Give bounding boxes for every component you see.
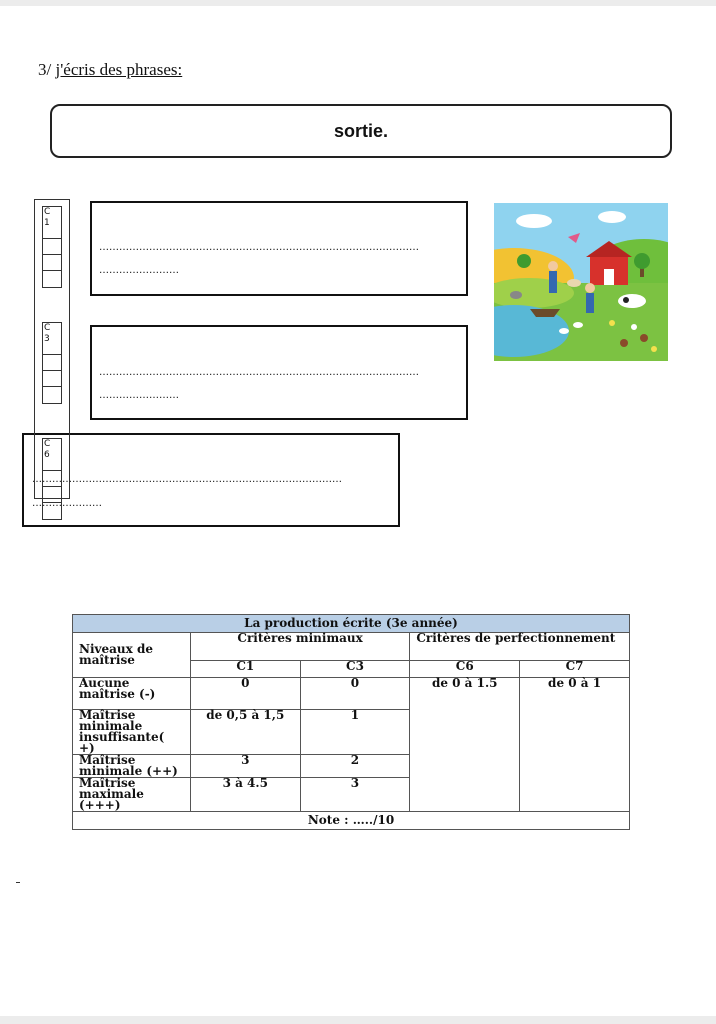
criteria-letter: C bbox=[44, 439, 51, 449]
exercise-heading bbox=[38, 60, 182, 80]
criteria-cell[interactable] bbox=[43, 355, 61, 371]
level-cell: Maîtrise maximale (+++) bbox=[73, 778, 191, 812]
grading-table bbox=[72, 614, 630, 830]
criteria-cell[interactable] bbox=[43, 503, 61, 519]
subheader-c7: C7 bbox=[520, 661, 630, 678]
farm-scene-illustration bbox=[494, 203, 668, 361]
c7-value: de 0 à 1 bbox=[520, 678, 630, 812]
note-total: Note : …../10 bbox=[73, 812, 630, 830]
c3-value: 0 bbox=[300, 678, 410, 710]
criteria-number: 6 bbox=[44, 450, 50, 460]
exercise-instruction: j'écris des phrases: bbox=[55, 60, 183, 79]
criteria-number: 3 bbox=[44, 334, 50, 344]
c1-value: de 0,5 à 1,5 bbox=[190, 710, 300, 755]
header-criteres-minimaux: Critères minimaux bbox=[190, 633, 409, 661]
c3-value: 3 bbox=[300, 778, 410, 812]
table-title: La production écrite (3e année) bbox=[73, 615, 630, 633]
subheader-c6: C6 bbox=[410, 661, 520, 678]
answer-line-long-2: …………………………………………………………………………………… bbox=[99, 368, 419, 378]
level-cell: Aucune maîtrise (-) bbox=[73, 678, 191, 710]
exercise-number: 3/ bbox=[38, 60, 56, 79]
c1-value: 3 bbox=[190, 755, 300, 778]
word-box bbox=[50, 104, 672, 158]
bottom-margin-strip bbox=[0, 1016, 716, 1024]
table-row bbox=[73, 678, 630, 710]
criteria-grid-c6 bbox=[42, 438, 62, 520]
criteria-grid-c3 bbox=[42, 322, 62, 404]
subheader-c1: C1 bbox=[190, 661, 300, 678]
header-niveaux: Niveaux de maîtrise bbox=[73, 633, 191, 678]
criteria-cell[interactable] bbox=[43, 387, 61, 403]
word-box-text: sortie. bbox=[333, 120, 389, 141]
answer-line-short-1: …………………… bbox=[99, 266, 179, 276]
level-cell: Maîtrise minimale (++) bbox=[73, 755, 191, 778]
c1-value: 0 bbox=[190, 678, 300, 710]
criteria-cell[interactable] bbox=[43, 239, 61, 255]
top-margin-strip bbox=[0, 0, 716, 6]
criteria-cell[interactable] bbox=[43, 255, 61, 271]
criteria-number: 1 bbox=[44, 218, 50, 228]
criteria-cell[interactable] bbox=[43, 371, 61, 387]
farm-scene-svg bbox=[494, 203, 668, 361]
answer-line-long-3: ………………………………………………………………………………… bbox=[32, 475, 342, 485]
criteria-cell[interactable] bbox=[43, 487, 61, 503]
criteria-cell[interactable] bbox=[43, 471, 61, 487]
c1-value: 3 à 4.5 bbox=[190, 778, 300, 812]
answer-line-short-2: …………………… bbox=[99, 391, 179, 401]
stray-mark bbox=[16, 882, 20, 883]
c3-value: 1 bbox=[300, 710, 410, 755]
c6-value: de 0 à 1.5 bbox=[410, 678, 520, 812]
answer-line-short-3: ………………… bbox=[32, 499, 102, 509]
header-criteres-perfectionnement: Critères de perfectionnement bbox=[410, 633, 630, 661]
criteria-letter: C bbox=[44, 207, 51, 217]
c3-value: 2 bbox=[300, 755, 410, 778]
criteria-cell[interactable] bbox=[43, 271, 61, 287]
answer-line-long-1: …………………………………………………………………………………… bbox=[99, 243, 419, 253]
criteria-letter: C bbox=[44, 323, 51, 333]
level-cell: Maîtrise minimale insuffisante( +) bbox=[73, 710, 191, 755]
subheader-c3: C3 bbox=[300, 661, 410, 678]
criteria-grid-c1 bbox=[42, 206, 62, 288]
